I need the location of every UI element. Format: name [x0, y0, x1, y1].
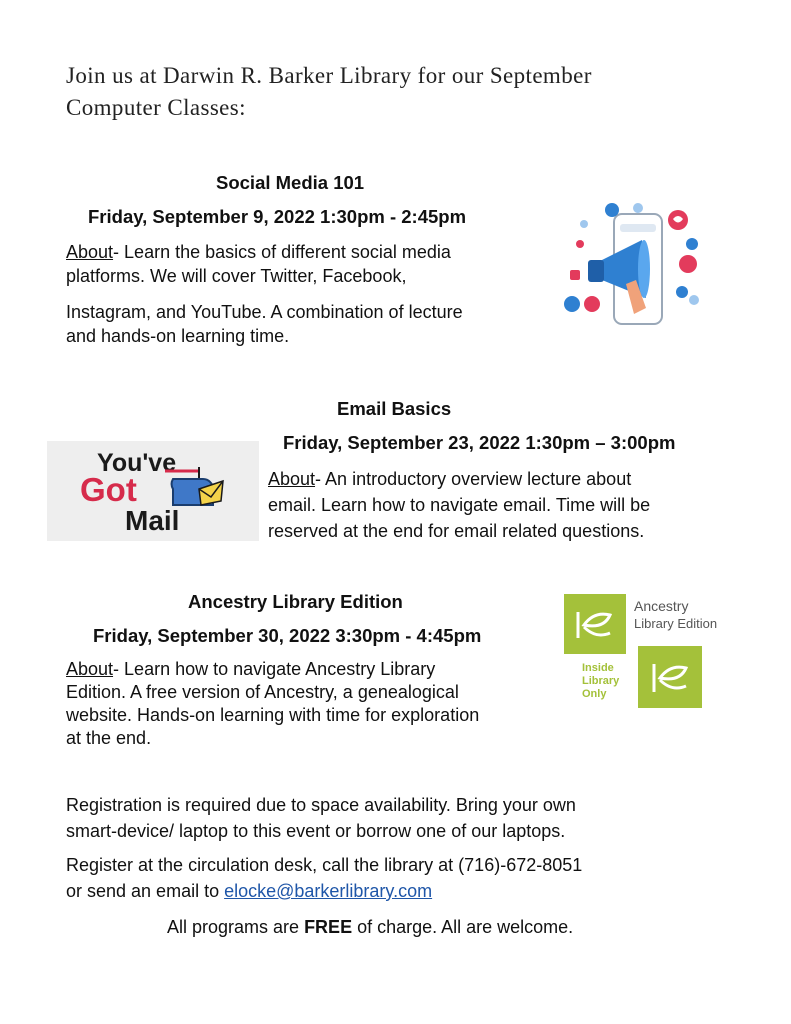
about-text: - An introductory overview lecture about: [315, 469, 632, 489]
mail-logo-line-3: Mail: [125, 505, 180, 536]
about-line: at the end.: [66, 728, 152, 748]
email-link[interactable]: elocke@barkerlibrary.com: [224, 881, 433, 901]
register-line-2-prefix: or send an email to: [66, 881, 225, 901]
mail-logo-line-1: You've: [97, 449, 177, 477]
about-line: [66, 658, 546, 681]
about-line: website. Hands-on learning with time for exploration: [66, 705, 480, 725]
mailbox-icon: [159, 461, 229, 521]
register-note: [66, 852, 746, 904]
class-title-email: Email Basics: [337, 398, 452, 419]
free-prefix: All programs are: [167, 917, 305, 937]
class-about-ancestry: [66, 658, 546, 750]
about-line: Edition. A free version of Ancestry, a genealogical: [66, 682, 459, 702]
class-date-email: Friday, September 23, 2022 1:30pm – 3:00pm: [283, 432, 676, 453]
free-bold: FREE: [304, 917, 353, 937]
social-media-megaphone-illustration: [562, 200, 712, 332]
class-about-social-media: [66, 240, 536, 348]
ancestry-leaf-icon: [638, 646, 702, 708]
intro-line-2: Computer Classes:: [66, 95, 246, 120]
ancestry-tile-top: [564, 594, 626, 654]
class-about-email: [268, 466, 728, 544]
about-line: reserved at the end for email related questions.: [268, 521, 645, 541]
class-title-ancestry: Ancestry Library Edition: [188, 591, 403, 612]
ancestry-leaf-icon: [564, 594, 626, 654]
about-label: About: [66, 242, 114, 262]
badge-line: Inside: [582, 662, 614, 674]
about-label: About: [66, 659, 114, 679]
intro-heading: [66, 60, 746, 124]
about-text: - Learn how to navigate Ancestry Library: [113, 659, 436, 679]
mail-logo-line-2: Got: [80, 471, 137, 508]
class-date-ancestry: Friday, September 30, 2022 3:30pm - 4:45pm: [93, 625, 482, 646]
badge-line: Only: [582, 688, 607, 700]
registration-note: [66, 792, 746, 844]
ancestry-badge-text: [582, 662, 619, 701]
free-programs-note: [167, 914, 573, 940]
about-label: About: [268, 469, 316, 489]
class-date-social-media: Friday, September 9, 2022 1:30pm - 2:45pm: [88, 206, 467, 227]
registration-line-2: smart-device/ laptop to this event or borrow one of our laptops.: [66, 821, 566, 841]
about-line: [66, 240, 536, 264]
about-line: [268, 466, 728, 492]
about-line: email. Learn how to navigate email. Time will be: [268, 495, 651, 515]
ancestry-name-line-1: Ancestry: [634, 598, 689, 614]
free-suffix: of charge. All are welcome.: [352, 917, 574, 937]
about-text: - Learn the basics of different social media: [113, 242, 451, 262]
about-line: Instagram, and YouTube. A combination of lecture: [66, 302, 463, 322]
about-line: and hands-on learning time.: [66, 326, 290, 346]
registration-line-1: Registration is required due to space availability. Bring your own: [66, 795, 576, 815]
badge-line: Library: [582, 675, 620, 687]
ancestry-library-edition-logo: [562, 590, 734, 712]
register-line-1: Register at the circulation desk, call the library at (716)-672-8051: [66, 855, 583, 875]
class-title-social-media: Social Media 101: [216, 172, 365, 193]
ancestry-name-line-2: Library Edition: [634, 616, 718, 631]
about-line: platforms. We will cover Twitter, Facebook,: [66, 266, 407, 286]
register-line-2: [66, 878, 746, 904]
youve-got-mail-logo: [47, 441, 259, 541]
intro-line-1: Join us at Darwin R. Barker Library for our September: [66, 63, 592, 88]
ancestry-tile-bottom: [638, 646, 702, 708]
